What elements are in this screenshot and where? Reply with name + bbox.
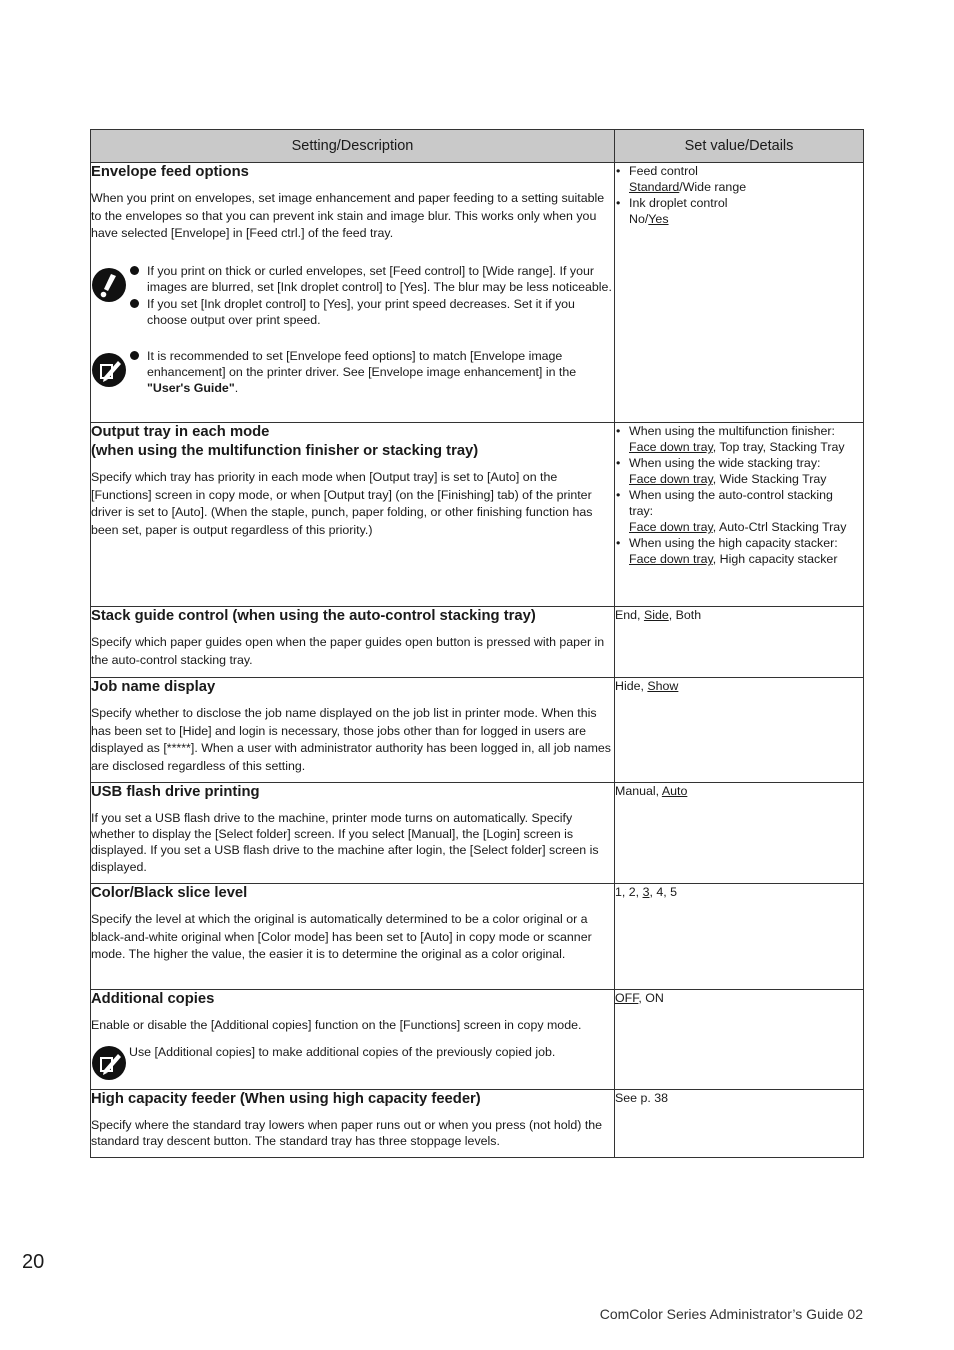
value-item — [615, 195, 857, 227]
default-value: OFF — [615, 991, 639, 1005]
row-description: Specify which tray has priority in each mode when [Output tray] is set to [Auto] on the [Functions] screen in copy mode, or when [Output tray] (on the [Finishing] tab) of the printer driver is set to [Auto]. (When the staple, punch, paper folding, or other finishing function has been set, paper is output regardless of this priority.) — [91, 470, 593, 537]
row-description: If you set a USB flash drive to the machine, printer mode turns on automatically. Specify whether to display the [Select folder] screen. If you select [Manual], the [Login] screen is displayed. If you set a USB flash drive to the machine after login, the [Select folder] screen is displayed. — [91, 811, 599, 874]
row-title: Envelope feed options — [91, 164, 249, 180]
job-name-description-cell — [91, 678, 615, 783]
value-item — [615, 487, 857, 535]
usb-description-cell — [91, 783, 615, 884]
row-title: Job name display — [91, 679, 216, 695]
tip-list — [129, 348, 614, 398]
value-options: , High capacity stacker — [712, 552, 838, 566]
value-options: , Wide Stacking Tray — [712, 472, 827, 486]
value-options: , ON — [638, 991, 664, 1005]
table-header-row — [91, 130, 864, 163]
caution-item: If you print on thick or curled envelopes, set [Feed control] to [Wide range]. If your images are blurred, set [Ink droplet control] to [Yes]. The blur may be less noticeable. — [129, 263, 614, 295]
value-item — [615, 455, 857, 487]
tip-note — [91, 1041, 614, 1081]
caution-icon — [91, 263, 129, 303]
default-value: 3 — [642, 885, 650, 899]
page-number: 20 — [22, 1251, 45, 1273]
output-tray-values-cell — [615, 423, 864, 607]
row-description: Specify the level at which the original is automatically determined to be a color original or a black-and-white original when [Color mode] has been set to [Auto] in copy mode or scanner mode. The higher the value, the easier it is to determine the original as a color original. — [91, 912, 592, 962]
value-item — [615, 535, 857, 567]
row-title: Color/Black slice level — [91, 885, 248, 901]
pencil-note-icon — [91, 348, 129, 388]
table-row — [91, 884, 864, 990]
row-title: High capacity feeder (When using high capacity feeder) — [91, 1091, 481, 1107]
row-title: Additional copies — [91, 991, 215, 1007]
value-options: End, — [615, 608, 644, 622]
value-options: , Top tray, Stacking Tray — [712, 440, 845, 454]
job-name-values-cell — [615, 678, 864, 783]
header-set-value-details: Set value/Details — [615, 130, 864, 163]
footer-text: ComColor Series Administrator’s Guide 02 — [599, 1306, 863, 1322]
value-label: When using the multifunction finisher: — [629, 424, 835, 438]
stack-guide-values-cell — [615, 607, 864, 678]
value-label: Ink droplet control — [629, 196, 728, 210]
output-tray-description-cell — [91, 423, 615, 607]
value-item — [615, 163, 857, 195]
hcf-description-cell — [91, 1090, 615, 1158]
tip-text: It is recommended to set [Envelope feed options] to match [Envelope image enhancement] on the printer driver. See [Envelope image enhancement] in the — [147, 348, 577, 379]
tip-text: Use [Additional copies] to make additional copies of the previously copied job. — [129, 1044, 556, 1059]
envelope-description-cell — [91, 163, 615, 423]
additional-copies-values-cell — [615, 990, 864, 1090]
table-row — [91, 990, 864, 1090]
default-value: Face down tray — [629, 440, 713, 454]
default-value: Yes — [648, 212, 669, 226]
row-description: Specify which paper guides open when the paper guides open button is pressed with paper in the auto-control stacking tray. — [91, 635, 605, 667]
row-description: When you print on envelopes, set image enhancement and paper feeding to a setting suitable to the envelopes so that you can prevent ink stain and image blur. This works only when you have selected [Envelope] in [Feed ctrl.] of the feed tray. — [91, 191, 605, 241]
row-title: USB flash drive printing — [91, 784, 260, 800]
value-options: Hide, — [615, 679, 648, 693]
default-value: Show — [647, 679, 679, 693]
default-value: Face down tray — [629, 472, 713, 486]
row-title: Stack guide control (when using the auto-control stacking tray) — [91, 608, 536, 624]
row-title-line: Output tray in each mode — [91, 424, 270, 440]
value-label: When using the wide stacking tray: — [629, 456, 821, 470]
hcf-values-cell — [615, 1090, 864, 1158]
value-options: , 4, 5 — [649, 885, 678, 899]
value-list — [615, 163, 863, 227]
envelope-values-cell — [615, 163, 864, 423]
table-row — [91, 678, 864, 783]
value-options: No/ — [629, 212, 649, 226]
value-options: Manual, — [615, 784, 662, 798]
value-item — [615, 423, 857, 455]
value-label: Feed control — [629, 164, 698, 178]
users-guide-reference: "User's Guide" — [147, 381, 235, 395]
settings-table — [90, 129, 864, 1158]
row-title — [91, 423, 614, 461]
row-title-line: (when using the multifunction finisher or stacking tray) — [91, 443, 479, 459]
table-row — [91, 163, 864, 423]
page-reference: See p. 38 — [615, 1091, 669, 1105]
value-options: , Both — [668, 608, 702, 622]
tip-item — [129, 348, 614, 397]
default-value: Auto — [661, 784, 688, 798]
table-row — [91, 423, 864, 607]
value-options: 1, 2, — [615, 885, 643, 899]
table-row — [91, 607, 864, 678]
default-value: Face down tray — [629, 520, 713, 534]
pencil-note-icon — [91, 1041, 129, 1081]
row-description: Specify where the standard tray lowers when paper runs out or when you press (not hold) the standard tray descent button. The standard tray has three stoppage levels. — [91, 1118, 603, 1149]
default-value: Face down tray — [629, 552, 713, 566]
table-row — [91, 1090, 864, 1158]
header-setting-description: Setting/Description — [91, 130, 615, 163]
caution-note — [91, 263, 614, 330]
usb-values-cell — [615, 783, 864, 884]
default-value: Standard — [629, 180, 680, 194]
value-label: When using the high capacity stacker: — [629, 536, 838, 550]
value-label: When using the auto-control stacking tray: — [629, 488, 833, 518]
row-description: Specify whether to disclose the job name displayed on the job list in printer mode. When this has been set to [Hide] and login is necessary, those jobs other than for logged in users are displayed as [*****]. When a user with administrator authority has been logged in, all job names are disclosed regardless of this setting. — [91, 706, 612, 773]
caution-item: If you set [Ink droplet control] to [Yes], your print speed decreases. Set it if you choose output over print speed. — [129, 296, 614, 328]
tip-note — [91, 348, 614, 398]
stack-guide-description-cell — [91, 607, 615, 678]
value-list — [615, 423, 863, 567]
additional-copies-description-cell — [91, 990, 615, 1090]
default-value: Side — [643, 608, 669, 622]
row-description: Enable or disable the [Additional copies] function on the [Functions] screen in copy mode. — [91, 1018, 582, 1032]
slice-level-values-cell — [615, 884, 864, 990]
value-options: , Auto-Ctrl Stacking Tray — [712, 520, 847, 534]
slice-level-description-cell — [91, 884, 615, 990]
table-row — [91, 783, 864, 884]
value-options: /Wide range — [679, 180, 747, 194]
tip-text-end: . — [234, 381, 239, 395]
caution-list — [129, 263, 614, 330]
